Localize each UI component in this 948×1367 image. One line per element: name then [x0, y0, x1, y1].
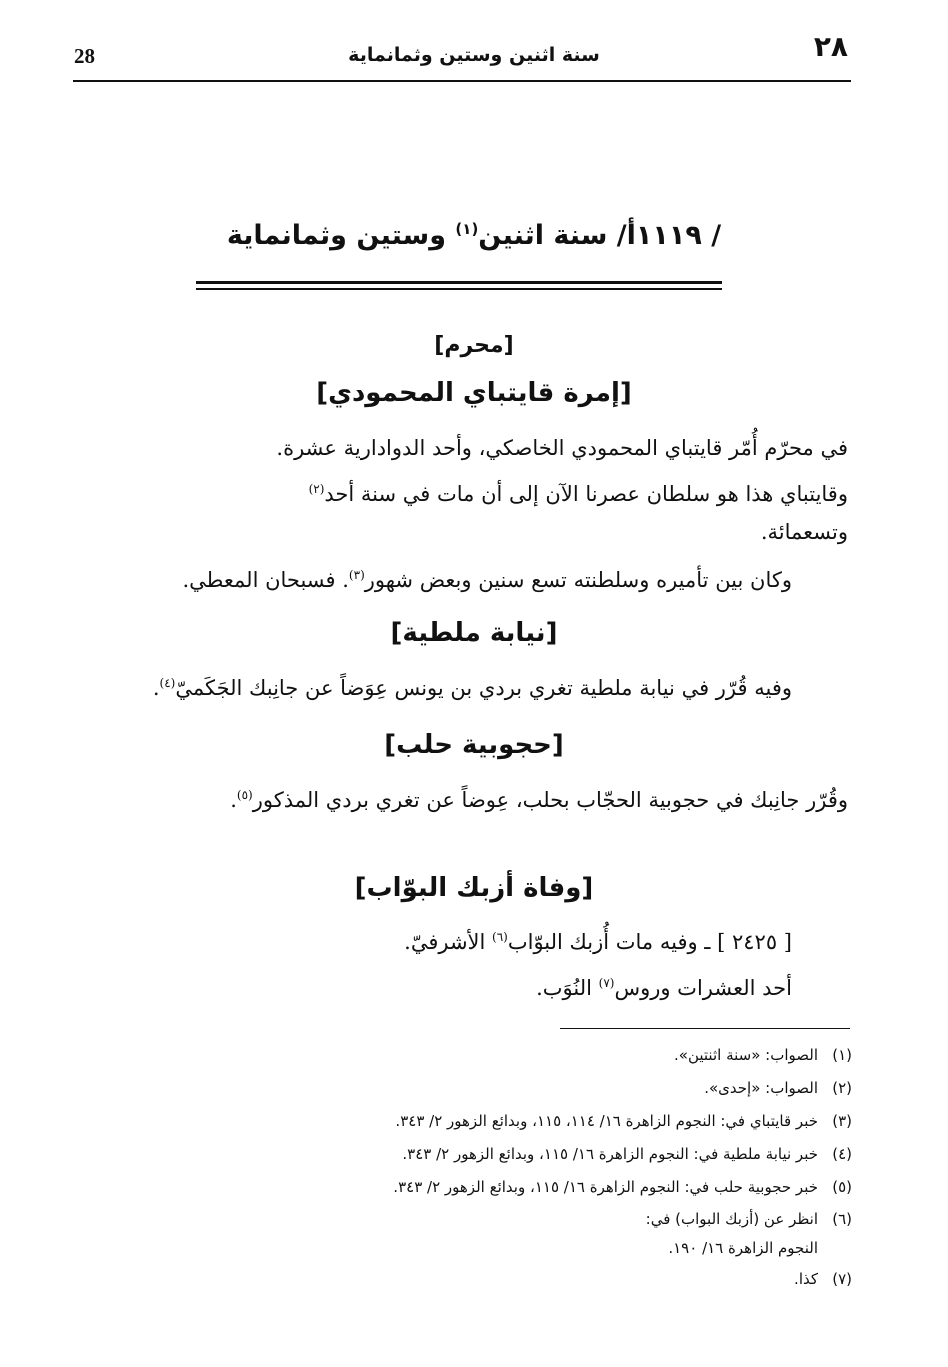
footnote	[152, 1078, 852, 1098]
footnote	[152, 1111, 852, 1131]
footnote	[152, 1045, 852, 1065]
footnote-ref-1: (١)	[455, 220, 479, 238]
section-4-paragraph-1-end: الأشرفيّ.	[404, 930, 493, 954]
section-1-paragraph-3	[22, 560, 792, 600]
footnote-ref-6: (٦)	[492, 930, 508, 944]
section-heading-4: [وفاة أزبك البوّاب]	[354, 873, 594, 903]
section-1-paragraph-2-text: وقايتباي هذا هو سلطان عصرنا الآن إلى أن مات في سنة أحد	[324, 482, 848, 506]
footnote-continuation	[118, 1238, 852, 1258]
section-1-paragraph-1: في محرّم أُمّر قايتباي المحمودي الخاصكي، وأحد الدوادارية عشرة.	[276, 436, 848, 460]
section-4-paragraph-1	[22, 922, 792, 962]
section-4-paragraph-2-end: النُوَب.	[536, 976, 599, 1000]
footnote-number: (٧)	[832, 1270, 852, 1288]
footnote-ref-3: (٣)	[348, 568, 365, 582]
footnote-number: (١)	[832, 1046, 852, 1064]
footnote-number: (٥)	[832, 1178, 852, 1196]
footnote-text: الصواب: «سنة اثنتين».	[674, 1046, 818, 1064]
double-rule-bottom	[196, 288, 722, 290]
footnote-number: (٤)	[832, 1145, 852, 1163]
section-3-paragraph-1-end: .	[230, 788, 237, 812]
footnote-text: خبر نيابة ملطية في: النجوم الزاهرة ١٦/ ١١٥، وبدائع الزهور ٢/ ٣٤٣.	[402, 1145, 818, 1163]
year-heading-suffix: وستين وثمانماية	[226, 220, 456, 251]
section-1-paragraph-3-end: . فسبحان المعطي.	[182, 568, 349, 592]
section-1-paragraph-2	[58, 474, 848, 514]
footnote-number: (٢)	[832, 1079, 852, 1097]
section-2-paragraph-1-text: وفيه قُرّر في نيابة ملطية تغري بردي بن يونس عِوَضاً عن جانِبك الجَكَميّ	[175, 676, 792, 700]
section-4-paragraph-2-text: أحد العشرات وروس	[614, 976, 792, 1000]
page-number-arabic: ٢٨	[813, 30, 848, 63]
footnote-ref-5: (٥)	[236, 788, 253, 802]
section-heading-2: [نيابة ملطية]	[390, 618, 558, 648]
running-header-title: سنة اثنين وستين وثمانماية	[348, 44, 600, 66]
double-rule-top	[196, 281, 722, 284]
section-4-paragraph-2	[22, 968, 792, 1008]
section-heading-3: [حجوبية حلب]	[384, 730, 564, 760]
footnote-number: (٦)	[832, 1210, 852, 1228]
footnote-separator	[560, 1028, 850, 1029]
footnote-ref-7: (٧)	[598, 976, 615, 990]
section-2-paragraph-1	[22, 668, 792, 708]
footnote	[152, 1269, 852, 1289]
footnote-text: الصواب: «إحدى».	[704, 1079, 818, 1097]
footnote-ref-2: (٢)	[308, 482, 325, 496]
year-heading	[0, 220, 948, 251]
footnote-text: انظر عن (أزبك البواب) في:	[645, 1210, 818, 1228]
footnote-text: خبر حجوبية حلب في: النجوم الزاهرة ١٦/ ١١٥، وبدائع الزهور ٢/ ٣٤٣.	[393, 1178, 818, 1196]
year-heading-prefix: / ١١١٩أ/ سنة اثنين	[478, 220, 722, 251]
header-rule	[73, 80, 851, 82]
section-1-paragraph-3-text: وكان بين تأميره وسلطنته تسع سنين وبعض شهور	[364, 568, 792, 592]
section-3-paragraph-1	[68, 780, 848, 820]
footnote	[152, 1209, 852, 1229]
footnote	[152, 1144, 852, 1164]
footnote-number: (٣)	[832, 1112, 852, 1130]
footnote-text: النجوم الزاهرة ١٦/ ١٩٠.	[668, 1239, 818, 1257]
footnote-ref-4: (٤)	[159, 676, 176, 690]
footnote-text: كذا.	[794, 1270, 818, 1288]
footnote	[152, 1177, 852, 1197]
section-heading-1: [إمرة قايتباي المحمودي]	[316, 378, 632, 408]
month-heading: [محرم]	[434, 333, 514, 358]
page-number-latin: 28	[74, 44, 95, 68]
section-4-paragraph-1-text: [ ٢٤٢٥ ] ـ وفيه مات أُزبك البوّاب	[507, 930, 792, 954]
section-1-paragraph-2-continuation: وتسعمائة.	[760, 520, 848, 544]
footnote-text: خبر قايتباي في: النجوم الزاهرة ١٦/ ١١٤، ١١٥، وبدائع الزهور ٢/ ٣٤٣.	[395, 1112, 818, 1130]
section-3-paragraph-1-text: وقُرّر جانِبك في حجوبية الحجّاب بحلب، عِوضاً عن تغري بردي المذكور	[252, 788, 848, 812]
section-2-paragraph-1-end: .	[152, 676, 160, 700]
